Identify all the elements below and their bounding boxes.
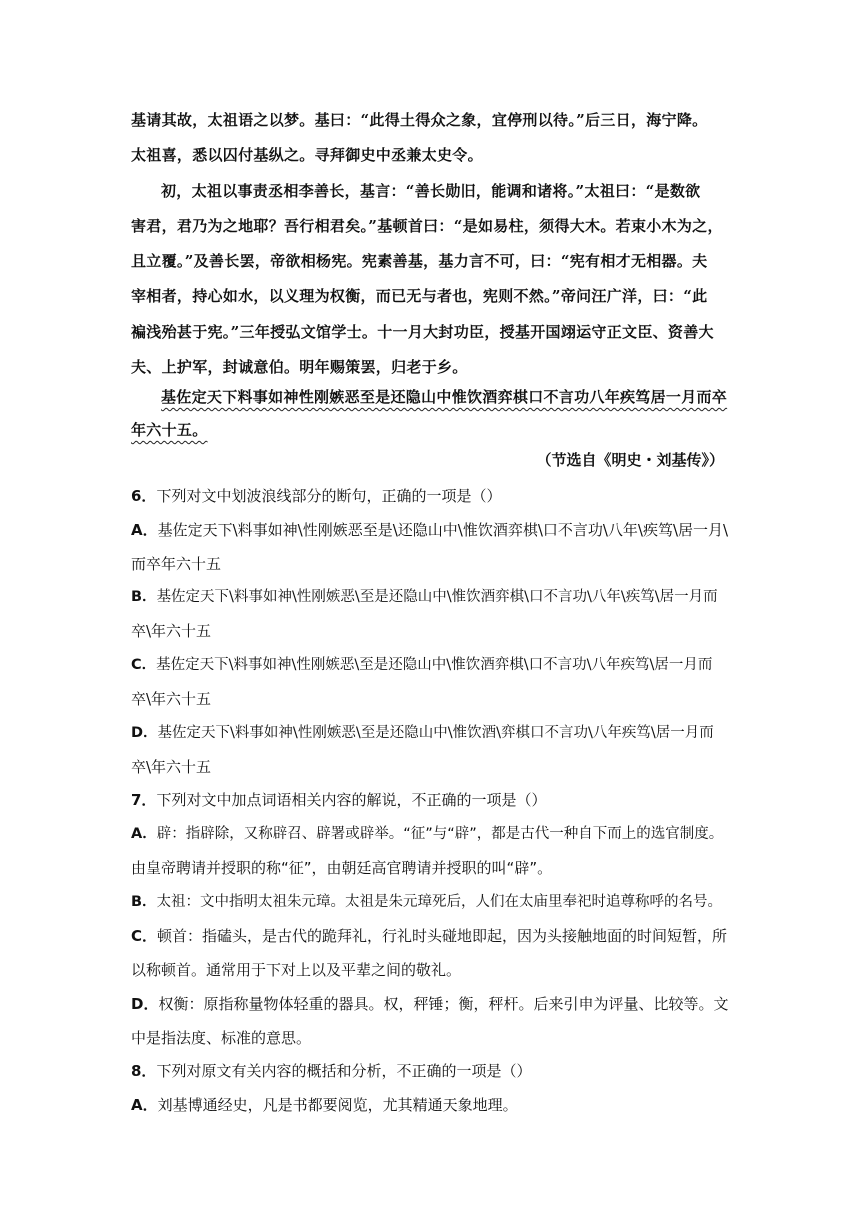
passage-line: 初，太祖以事责丞相李善长，基言：“善长勋旧，能调和诸将。”太祖曰：“是数欲 [161,182,701,200]
question-6-option-c-cont: 卒\年六十五 [131,690,212,708]
passage-line: 基请其故，太祖语之以梦。基曰：“此得土得众之象，宜停刑以待。”后三日，海宁降。 [131,111,708,129]
question-6-option-a: A．基佐定天下\料事如神\性刚嫉恶至是\还隐山中\惟饮酒弈棋\口不言功\八年\疾笃\居一月\ [131,521,729,539]
question-6-stem: 6．下列对文中划波浪线部分的断句，正确的一项是（） [131,487,502,505]
passage-line: 夫、上护军，封诚意伯。明年赐策罢，归老于乡。 [131,358,468,376]
question-7-option-d: D．权衡：原指称量物体轻重的器具。权，秤锤；衡，秤杆。后来引申为评量、比较等。文 [131,995,729,1013]
passage-line: 害君，君乃为之地耶？吾行相君矣。”基顿首曰：“是如易柱，须得大木。若束小木为之， [131,217,723,235]
question-7-stem: 7．下列对文中加点词语相关内容的解说，不正确的一项是（） [131,791,547,809]
question-7-option-a-cont: 由皇帝聘请并授职的称“征”，由朝廷高官聘请并授职的叫“辟”。 [131,859,553,877]
passage-line: 宰相者，持心如水，以义理为权衡，而已无与者也，宪则不然。”帝问汪广洋，曰：“此 [131,287,708,305]
question-7-option-b: B．太祖：文中指明太祖朱元璋。太祖是朱元璋死后，人们在太庙里奉祀时追尊称呼的名号。 [131,894,723,910]
question-8-stem: 8．下列对原文有关内容的概括和分析，不正确的一项是（） [131,1062,532,1080]
question-7-option-c: C．顿首：指磕头，是古代的跪拜礼，行礼时头碰地即起，因为头接触地面的时间短暂，所 [131,927,728,945]
question-6-option-a-cont: 而卒年六十五 [131,555,222,573]
passage-line: 太祖喜，悉以囚付基纵之。寻拜御史中丞兼太史令。 [131,146,483,164]
question-6-option-d: D．基佐定天下\料事如神\性刚嫉恶\至是还隐山中\惟饮酒\弈棋口不言功\八年疾笃\居一月而 [131,725,714,741]
question-7-option-d-cont: 中是指法度、标准的意思。 [131,1029,312,1047]
passage-line: 褊浅殆甚于宪。”三年授弘文馆学士。十一月大封功臣，授基开国翊运守正文臣、资善大 [131,323,714,341]
question-6-option-c: C．基佐定天下\料事如神\性刚嫉恶\至是还隐山中\惟饮酒弈棋\口不言功\八年疾笃\居一月而 [131,657,713,673]
question-6-option-b-cont: 卒\年六十五 [131,622,212,640]
question-7-option-a: A．辟：指辟除，又称辟召、辟署或辟举。“征”与“辟”，都是古代一种自下而上的选官制度。 [131,826,724,842]
question-6-option-d-cont: 卒\年六十五 [131,758,212,776]
wavy-underlined-sentence-end: 年六十五。 [131,421,208,439]
question-8-option-a: A．刘基博通经史，凡是书都要阅览，尤其精通天象地理。 [131,1096,518,1114]
passage-line: 且立覆。”及善长罢，帝欲相杨宪。宪素善基，基力言不可，曰：“宪有相才无相器。夫 [131,252,708,270]
passage-source: （节选自《明史・刘基传》） [536,451,724,469]
wavy-underlined-sentence: 基佐定天下料事如神性刚嫉恶至是还隐山中惟饮酒弈棋口不言功八年疾笃居一月而卒 [161,388,728,406]
question-7-option-c-cont: 以称顿首。通常用于下对上以及平辈之间的敬礼。 [131,961,462,979]
question-6-option-b: B．基佐定天下\料事如神\性刚嫉恶\至是还隐山中\惟饮酒弈棋\口不言功\八年\疾笃\居一月而 [131,589,718,605]
